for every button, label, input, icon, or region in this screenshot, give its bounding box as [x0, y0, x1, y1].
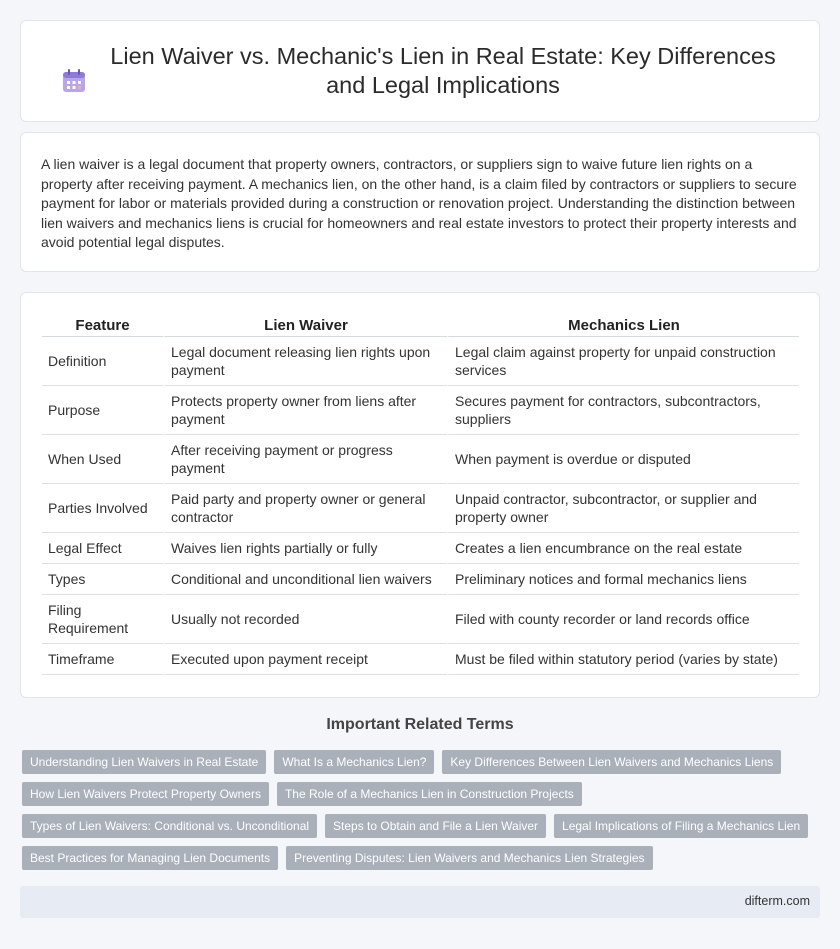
row-lien-waiver: Usually not recorded: [163, 595, 447, 644]
related-term-link[interactable]: Understanding Lien Waivers in Real Estate: [22, 750, 266, 774]
tag-row: [22, 814, 822, 838]
row-mechanics-lien: When payment is overdue or disputed: [447, 435, 799, 484]
row-mechanics-lien: Preliminary notices and formal mechanics liens: [447, 564, 799, 595]
site-name[interactable]: difterm.com: [744, 894, 810, 908]
table-row: [42, 533, 799, 564]
related-term-link[interactable]: Steps to Obtain and File a Lien Waiver: [325, 814, 546, 838]
row-lien-waiver: Legal document releasing lien rights upon payment: [163, 337, 447, 386]
row-lien-waiver: Protects property owner from liens after payment: [163, 386, 447, 435]
comparison-table: [42, 313, 799, 675]
row-lien-waiver: Waives lien rights partially or fully: [163, 533, 447, 564]
related-terms-heading: Important Related Terms: [326, 716, 514, 733]
row-mechanics-lien: Secures payment for contractors, subcontractors, suppliers: [447, 386, 799, 435]
header-lien-waiver: Lien Waiver: [163, 313, 447, 337]
related-term-link[interactable]: Key Differences Between Lien Waivers and Mechanics Liens: [442, 750, 781, 774]
tag-row: [22, 782, 822, 806]
row-feature: Definition: [42, 337, 163, 386]
row-feature: Purpose: [42, 386, 163, 435]
calendar-grid-icon: [61, 68, 87, 94]
table-row: [42, 564, 799, 595]
table-row: [42, 337, 799, 386]
intro-card: [20, 132, 820, 272]
related-term-link[interactable]: Legal Implications of Filing a Mechanics Lien: [554, 814, 808, 838]
row-mechanics-lien: Filed with county recorder or land records office: [447, 595, 799, 644]
related-term-link[interactable]: How Lien Waivers Protect Property Owners: [22, 782, 269, 806]
row-feature: Timeframe: [42, 644, 163, 675]
page-title: Lien Waiver vs. Mechanic's Lien in Real Estate: Key Differences and Legal Implications: [110, 43, 776, 98]
related-term-link[interactable]: Types of Lien Waivers: Conditional vs. Unconditional: [22, 814, 317, 838]
row-lien-waiver: After receiving payment or progress payment: [163, 435, 447, 484]
related-term-link[interactable]: Preventing Disputes: Lien Waivers and Mechanics Lien Strategies: [286, 846, 652, 870]
row-feature: Parties Involved: [42, 484, 163, 533]
table-row: [42, 484, 799, 533]
related-terms-list: [22, 750, 822, 878]
related-term-link[interactable]: The Role of a Mechanics Lien in Construction Projects: [277, 782, 582, 806]
row-lien-waiver: Paid party and property owner or general contractor: [163, 484, 447, 533]
related-term-link[interactable]: Best Practices for Managing Lien Documents: [22, 846, 278, 870]
tag-row: [22, 846, 822, 870]
row-mechanics-lien: Legal claim against property for unpaid construction services: [447, 337, 799, 386]
row-feature: Filing Requirement: [42, 595, 163, 644]
row-mechanics-lien: Creates a lien encumbrance on the real estate: [447, 533, 799, 564]
intro-paragraph: A lien waiver is a legal document that property owners, contractors, or suppliers sign to waive future lien rights on a property after receiving payment. A mechanics lien, on the other hand, is a claim filed by contractors or suppliers to secure payment for labor or materials provided during a construction or renovation project. Understanding the distinction between lien waivers and mechanics liens is crucial for homeowners and real estate investors to protect their property interests and avoid potential legal disputes.: [41, 156, 797, 251]
related-term-link[interactable]: What Is a Mechanics Lien?: [274, 750, 434, 774]
row-lien-waiver: Conditional and unconditional lien waivers: [163, 564, 447, 595]
table-row: [42, 644, 799, 675]
row-feature: When Used: [42, 435, 163, 484]
row-feature: Legal Effect: [42, 533, 163, 564]
comparison-card: [20, 292, 820, 698]
row-feature: Types: [42, 564, 163, 595]
title-card: [20, 20, 820, 122]
row-lien-waiver: Executed upon payment receipt: [163, 644, 447, 675]
table-row: [42, 386, 799, 435]
header-mechanics-lien: Mechanics Lien: [447, 313, 799, 337]
tag-row: [22, 750, 822, 774]
row-mechanics-lien: Unpaid contractor, subcontractor, or supplier and property owner: [447, 484, 799, 533]
table-row: [42, 595, 799, 644]
footer: [20, 886, 820, 918]
table-row: [42, 435, 799, 484]
header-feature: Feature: [42, 313, 163, 337]
table-header-row: [42, 313, 799, 337]
row-mechanics-lien: Must be filed within statutory period (varies by state): [447, 644, 799, 675]
